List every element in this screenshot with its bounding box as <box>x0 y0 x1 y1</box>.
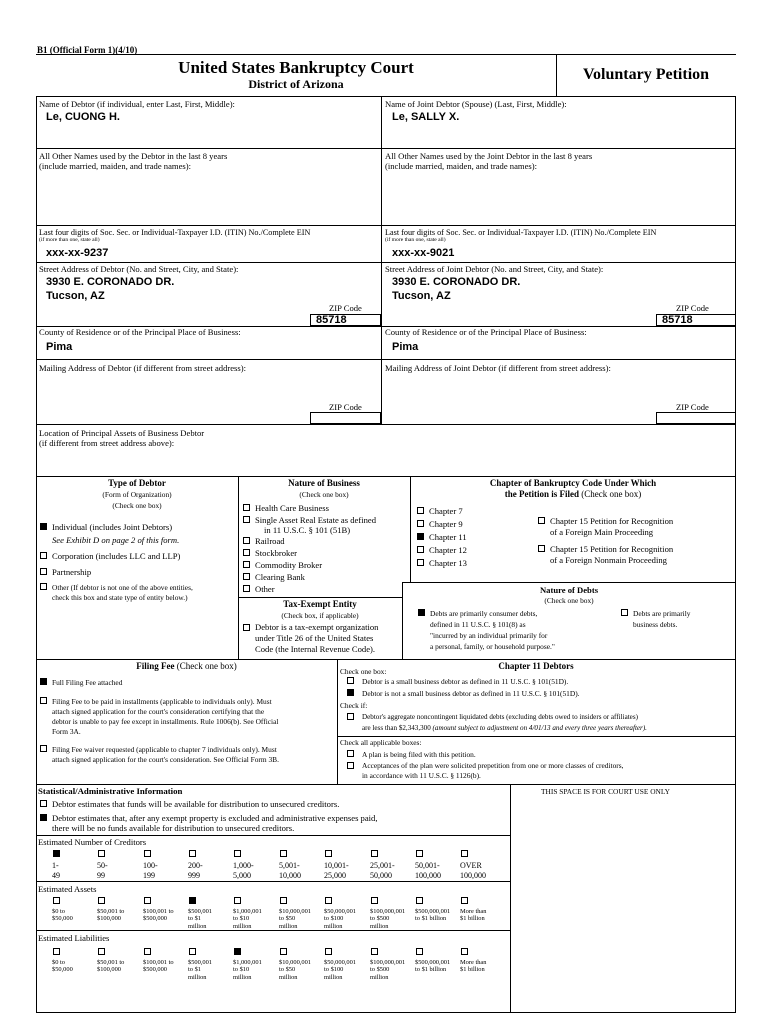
assets-option-checkbox[interactable] <box>234 897 241 904</box>
bankruptcy-petition-form: B1 (Official Form 1)(4/10) United States Bankruptcy Court District of Arizona Voluntary Petition Name of Debtor (if individual, enter Last, First, Middle): Le, CUONG H. Name of Joint Debtor (Spouse) (Last, First, Middle): Le, SALLY X. All Other Names used by the Debtor in the last 8 years (include married, maiden, and trade names): All Other Names used by the Joint Debtor in the last 8 years (include married, maiden, and trade names): Last four digits of Soc. Sec. or Individual-Taxpayer I.D. (ITIN) No./Complete EIN (if more than one, state all) xxx-xx-9237 Last four digits of Soc. Sec. or Individual-Taxpayer I.D. (ITIN) No./Complete EIN (if more than one, state all) xxx-xx-9021 Street Address of Debtor (No. and Street, City, and State): 3930 E. CORONADO DR. Tucson, AZ ZIP Code 85718 Street Address of Joint Debtor (No. and Street, City, and State): 3930 E. CORONADO DR. Tucson, AZ ZIP Code 85718 County of Residence or of the Principal Place of Business: Pima County of Residence or of the Principal Place of Business: Pima Mailing Address of Debtor (if different from street address): ZIP Code Mailing Address of Joint Debtor (if different from street address): ZIP Code Location of Principal Assets of Business Debtor (if different from street address above): Type of Debtor (Form of Organization) (Check one box) Individual (includes Joint Debtors) See Exhibit D on page 2 of this form. Corporation (includes LLC and LLP) Partnership Other (If debtor is not one of the above entities, check this box and state type of entity below.) Nature of Business (Check one box) Health Care Business Single Asset Real Estate as defined in 11 U.S.C. § 101 (51B) Railroad Stockbroker Commodity Broker Clearing Bank Other Tax-Exempt Entity (Check box, if applicable) Debtor is a tax-exempt organization under Title 26 of the United States Code (the Internal Revenue Code). Chapter of Bankruptcy Code Under Which the Petition is Filed (Check one box) Chapter 7 Chapter 9 Chapter 11 Chapter 12 Chapter 13 Chapter 15 Petition for Recognition of a Foreign Main Proceeding Chapter 15 Petition for Recognition of a Foreign Nonmain Proceeding Nature of Debts (Check one box) Debts are primarily consumer debts, defined in 11 U.S.C. § 101(8) as "incurred by an individual primarily for a personal, family, or household purpose." Debts are primarily business debts. Filing Fee (Check one box) Full Filing Fee attached Filing Fee to be paid in installments (applicable to individuals only). Must attach signed application for the court's consideration certifying that the debtor is unable to pay fee except in installments. Rule 1006(b). See Official Form 3A. Filing Fee waiver requested (applicable to chapter 7 individuals only). Must attach signed application for the court's consideration. See Official Form 3B. Check one box: Chapter 11 Debtors Debtor is a small business debtor as defined in 11 U.S.C. § 101(51D). Debtor is not a small business debtor as defined in 11 U.S.C. § 101(51D). Check if: Debtor's aggregate noncontingent liquidated debts (excluding debts owed to insiders or affiliates) are less than $2,343,300 (amount subject to adjustment on 4/01/13 and every three years thereafter). Check all applicable boxes: A plan is being filed with this petition. Acceptances of the plan were solicited prepetition from one or more classes of creditors, in accordance with 11 U.S.C. § 1126(b). Statistical/Administrative Information THIS SPACE IS FOR COURT USE ONLY Debtor estimates that funds will be available for distribution to unsecured creditors. Debtor estimates that, after any exempt property is excluded and administrative expenses paid, there will be no funds available for distribution to unsecured creditors. Estimated Number of Creditors 1- 49 50- 99 100- 199 200- 999 1,000- 5,000 5,001- 10,000 10,001- 25,000 25,001- 50,000 50,001- 100,000 OVER 100,000 Estimated Assets $0 to $50,000 $50,001 to $100,000 $100,001 to $500,000 $500,001 to $1 million $1,000,001 to $10 million $10,000,001 to $50 million $50,000,001 to $100 million $100,000,001 to $500 million $500,000,001 to $1 billion More than $1 billion Estimated Liabilities $0 to $50,000 $50,001 to $100,000 $100,001 to $500,000 $500,001 to $1 million $1,000,001 to $10 million $10,000,001 to $50 million $50,000,001 to $100 million $100,000,001 to $500 million $500,000,001 to $1 billion More than $1 billion <box>0 0 770 1024</box>
liabilities-option-checkbox[interactable] <box>144 948 151 955</box>
debtor-ssn-label: Last four digits of Soc. Sec. or Individual-Taxpayer I.D. (ITIN) No./Complete EIN <box>39 228 311 237</box>
creditors-option-label: 5,001- 10,000 <box>279 861 301 880</box>
single-asset-checkbox[interactable] <box>243 516 250 523</box>
chapter-13-checkbox[interactable] <box>417 559 424 566</box>
debtor-street[interactable]: 3930 E. CORONADO DR. <box>46 276 175 288</box>
assets-option-label: $1,000,001 to $10 million <box>233 908 262 930</box>
assets-label: Estimated Assets <box>38 884 97 894</box>
joint-debtor-city[interactable]: Tucson, AZ <box>392 290 451 302</box>
not-small-business-checkbox[interactable] <box>347 689 354 696</box>
liabilities-option-label: $10,000,001 to $50 million <box>279 959 311 981</box>
joint-county-label: County of Residence or of the Principal Place of Business: <box>385 327 587 337</box>
assets-option-label: $100,000,001 to $500 million <box>370 908 406 930</box>
individual-checkbox[interactable] <box>40 523 47 530</box>
assets-option-label: $50,000,001 to $100 million <box>324 908 356 930</box>
business-debts-checkbox[interactable] <box>621 609 628 616</box>
liabilities-option-label: $500,001 to $1 million <box>188 959 212 981</box>
assets-option-checkbox[interactable] <box>98 897 105 904</box>
creditors-option-checkbox[interactable] <box>98 850 105 857</box>
liabilities-option-checkbox[interactable] <box>98 948 105 955</box>
joint-debtor-county[interactable]: Pima <box>392 341 419 353</box>
assets-option-label: $10,000,001 to $50 million <box>279 908 311 930</box>
creditors-option-label: 50,001- 100,000 <box>415 861 441 880</box>
funds-available-checkbox[interactable] <box>40 800 47 807</box>
court-name: United States Bankruptcy Court <box>178 58 414 77</box>
chapter-15-main-checkbox[interactable] <box>538 517 545 524</box>
liabilities-option-label: $100,001 to $500,000 <box>143 959 174 974</box>
joint-mailing-label: Mailing Address of Joint Debtor (if different from street address): <box>385 363 611 373</box>
creditors-option-checkbox[interactable] <box>234 850 241 857</box>
nature-of-business-title: Nature of Business <box>288 478 360 488</box>
creditors-option-label: 10,001- 25,000 <box>324 861 349 880</box>
debtor-other-names-label: All Other Names used by the Debtor in the last 8 years <box>39 151 228 161</box>
creditors-option-checkbox[interactable] <box>189 850 196 857</box>
liabilities-option-checkbox[interactable] <box>234 948 241 955</box>
joint-debtor-street[interactable]: 3930 E. CORONADO DR. <box>392 276 521 288</box>
assets-option-label: $50,001 to $100,000 <box>97 908 125 923</box>
aggregate-debts-checkbox[interactable] <box>347 713 354 720</box>
liabilities-option-checkbox[interactable] <box>416 948 423 955</box>
liabilities-option-checkbox[interactable] <box>53 948 60 955</box>
liabilities-option-label: $1,000,001 to $10 million <box>233 959 262 981</box>
assets-option-checkbox[interactable] <box>371 897 378 904</box>
installments-checkbox[interactable] <box>40 697 47 704</box>
creditors-option-label: 100- 199 <box>143 861 158 880</box>
creditors-option-label: 1- 49 <box>52 861 60 880</box>
stockbroker-checkbox[interactable] <box>243 549 250 556</box>
creditors-option-checkbox[interactable] <box>325 850 332 857</box>
assets-option-label: $500,000,001 to $1 billion <box>415 908 451 923</box>
assets-option-checkbox[interactable] <box>53 897 60 904</box>
liabilities-option-checkbox[interactable] <box>280 948 287 955</box>
location-label: Location of Principal Assets of Business Debtor <box>39 428 205 438</box>
creditors-option-checkbox[interactable] <box>280 850 287 857</box>
creditors-option-label: OVER 100,000 <box>460 861 486 880</box>
type-of-debtor-title: Type of Debtor <box>108 478 166 488</box>
joint-debtor-ssn[interactable]: xxx-xx-9021 <box>392 247 455 259</box>
other-business-checkbox[interactable] <box>243 585 250 592</box>
plan-filed-checkbox[interactable] <box>347 750 354 757</box>
creditors-label: Estimated Number of Creditors <box>38 837 147 847</box>
assets-option-checkbox[interactable] <box>189 897 196 904</box>
acceptances-checkbox[interactable] <box>347 762 354 769</box>
assets-option-label: $500,001 to $1 million <box>188 908 212 930</box>
no-funds-checkbox[interactable] <box>40 814 47 821</box>
corporation-checkbox[interactable] <box>40 552 47 559</box>
liabilities-option-label: $0 to $50,000 <box>52 959 73 974</box>
debtor-ssn[interactable]: xxx-xx-9237 <box>46 247 109 259</box>
assets-option-checkbox[interactable] <box>416 897 423 904</box>
creditors-option-checkbox[interactable] <box>461 850 468 857</box>
joint-debtor-name[interactable]: Le, SALLY X. <box>392 111 460 123</box>
creditors-option-checkbox[interactable] <box>144 850 151 857</box>
creditors-option-label: 50- 99 <box>97 861 108 880</box>
assets-option-checkbox[interactable] <box>280 897 287 904</box>
joint-ssn-label: Last four digits of Soc. Sec. or Individual-Taxpayer I.D. (ITIN) No./Complete EIN <box>385 228 657 237</box>
liabilities-option-checkbox[interactable] <box>325 948 332 955</box>
debtor-street-label: Street Address of Debtor (No. and Street, City, and State): <box>39 264 239 274</box>
liabilities-option-label: $50,001 to $100,000 <box>97 959 125 974</box>
nature-of-debts-title: Nature of Debts <box>539 585 599 595</box>
consumer-debts-checkbox[interactable] <box>418 609 425 616</box>
chapter-11-checkbox[interactable] <box>417 533 424 540</box>
commodity-broker-checkbox[interactable] <box>243 561 250 568</box>
debtor-mailing-label: Mailing Address of Debtor (if different from street address): <box>39 363 246 373</box>
statistical-title: Statistical/Administrative Information <box>38 786 183 796</box>
assets-option-checkbox[interactable] <box>461 897 468 904</box>
joint-other-names-label: All Other Names used by the Joint Debtor in the last 8 years <box>385 151 593 161</box>
creditors-option-label: 25,001- 50,000 <box>370 861 395 880</box>
small-business-checkbox[interactable] <box>347 677 354 684</box>
liabilities-option-label: $50,000,001 to $100 million <box>324 959 356 981</box>
joint-name-label: Name of Joint Debtor (Spouse) (Last, First, Middle): <box>385 99 567 109</box>
clearing-bank-checkbox[interactable] <box>243 573 250 580</box>
assets-option-label: More than $1 billion <box>460 908 487 923</box>
petition-title: Voluntary Petition <box>582 66 710 83</box>
full-fee-checkbox[interactable] <box>40 678 47 685</box>
chapter-title: Chapter of Bankruptcy Code Under Which <box>489 478 657 488</box>
filing-fee-title: Filing Fee <box>136 661 175 671</box>
creditors-option-label: 1,000- 5,000 <box>233 861 254 880</box>
joint-street-label: Street Address of Joint Debtor (No. and Street, City, and State): <box>385 264 604 274</box>
debtor-name-label: Name of Debtor (if individual, enter Last, First, Middle): <box>39 99 235 109</box>
joint-debtor-zip[interactable]: 85718 <box>662 314 693 326</box>
chapter-11-debtors-title: Chapter 11 Debtors <box>498 661 574 671</box>
form-id: B1 (Official Form 1)(4/10) <box>37 45 138 55</box>
railroad-checkbox[interactable] <box>243 537 250 544</box>
partnership-checkbox[interactable] <box>40 568 47 575</box>
assets-option-label: $100,001 to $500,000 <box>143 908 174 923</box>
chapter-7-checkbox[interactable] <box>417 507 424 514</box>
chapter-12-checkbox[interactable] <box>417 546 424 553</box>
debtor-county[interactable]: Pima <box>46 341 73 353</box>
tax-exempt-title: Tax-Exempt Entity <box>283 599 357 609</box>
debtor-zip[interactable]: 85718 <box>316 314 347 326</box>
liabilities-option-checkbox[interactable] <box>189 948 196 955</box>
liabilities-option-label: More than $1 billion <box>460 959 487 974</box>
chapter-15-nonmain-checkbox[interactable] <box>538 545 545 552</box>
assets-option-checkbox[interactable] <box>325 897 332 904</box>
liabilities-option-checkbox[interactable] <box>371 948 378 955</box>
debtor-county-label: County of Residence or of the Principal Place of Business: <box>39 327 241 337</box>
fee-waiver-checkbox[interactable] <box>40 745 47 752</box>
creditors-option-label: 200- 999 <box>188 861 203 880</box>
liabilities-label: Estimated Liabilities <box>38 933 110 943</box>
liabilities-option-label: $100,000,001 to $500 million <box>370 959 406 981</box>
chapter-9-checkbox[interactable] <box>417 520 424 527</box>
other-entity-checkbox[interactable] <box>40 583 47 590</box>
debtor-city[interactable]: Tucson, AZ <box>46 290 105 302</box>
assets-option-checkbox[interactable] <box>144 897 151 904</box>
liabilities-option-label: $500,000,001 to $1 billion <box>415 959 451 974</box>
debtor-name[interactable]: Le, CUONG H. <box>46 111 120 123</box>
creditors-option-checkbox[interactable] <box>416 850 423 857</box>
district-name: District of Arizona <box>248 77 344 91</box>
creditors-option-checkbox[interactable] <box>371 850 378 857</box>
assets-option-label: $0 to $50,000 <box>52 908 73 923</box>
health-care-checkbox[interactable] <box>243 504 250 511</box>
court-use-label: THIS SPACE IS FOR COURT USE ONLY <box>541 787 670 796</box>
tax-exempt-checkbox[interactable] <box>243 624 250 631</box>
liabilities-option-checkbox[interactable] <box>461 948 468 955</box>
creditors-option-checkbox[interactable] <box>53 850 60 857</box>
